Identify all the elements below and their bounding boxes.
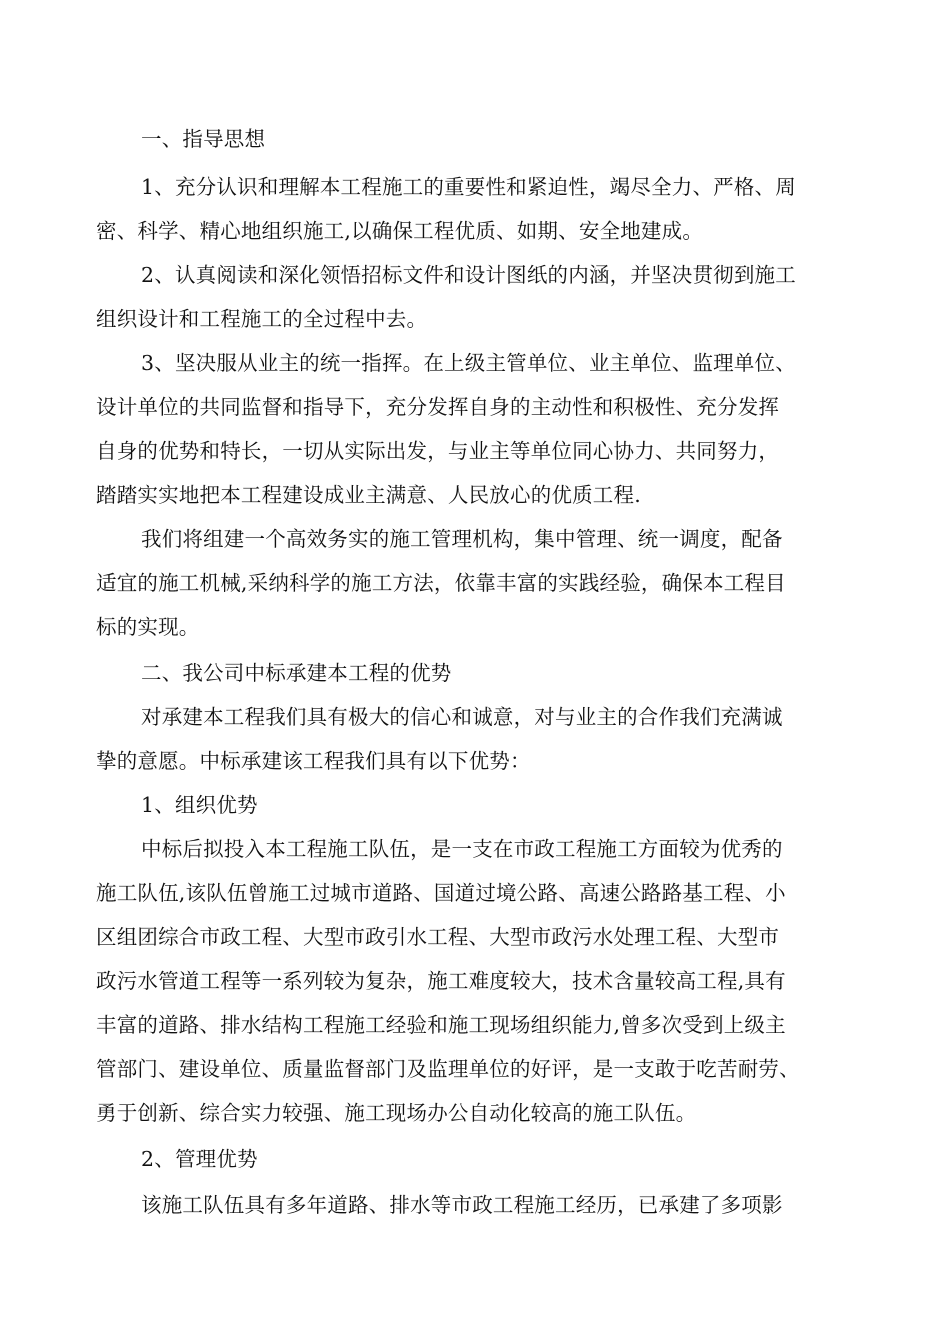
paragraph-line: 勇于创新、综合实力较强、施工现场办公自动化较高的施工队伍。 [96, 1101, 697, 1125]
paragraph-line: 1、充分认识和理解本工程施工的重要性和紧迫性，竭尽全力、严格、周 [141, 175, 796, 199]
paragraph-line: 该施工队伍具有多年道路、排水等市政工程施工经历，已承建了多项影 [141, 1193, 783, 1217]
section-heading-guiding-ideology: 一、指导思想 [141, 127, 266, 151]
paragraph-line: 2、认真阅读和深化领悟招标文件和设计图纸的内涵，并坚决贯彻到施工 [141, 263, 796, 287]
paragraph-line: 挚的意愿。中标承建该工程我们具有以下优势： [96, 749, 531, 773]
paragraph-line: 适宜的施工机械,采纳科学的施工方法，依靠丰富的实践经验，确保本工程目 [96, 571, 786, 595]
paragraph-line: 管部门、建设单位、质量监督部门及监理单位的好评，是一支敢于吃苦耐劳、 [96, 1057, 800, 1081]
paragraph-line: 施工队伍,该队伍曾施工过城市道路、国道过境公路、高速公路路基工程、小 [96, 881, 786, 905]
paragraph-line: 区组团综合市政工程、大型市政引水工程、大型市政污水处理工程、大型市 [96, 925, 780, 949]
paragraph-line: 3、坚决服从业主的统一指挥。在上级主管单位、业主单位、监理单位、 [141, 351, 796, 375]
paragraph-line: 设计单位的共同监督和指导下，充分发挥自身的主动性和积极性、充分发挥 [96, 395, 780, 419]
paragraph-line: 组织设计和工程施工的全过程中去。 [96, 307, 428, 331]
paragraph-line: 政污水管道工程等一系列较为复杂，施工难度较大，技术含量较高工程,具有 [96, 969, 786, 993]
paragraph-line: 踏踏实实地把本工程建设成业主满意、人民放心的优质工程. [96, 483, 641, 507]
paragraph-line: 我们将组建一个高效务实的施工管理机构，集中管理、统一调度，配备 [141, 527, 783, 551]
paragraph-line: 丰富的道路、排水结构工程施工经验和施工现场组织能力,曾多次受到上级主 [96, 1013, 786, 1037]
paragraph-line: 自身的优势和特长，一切从实际出发，与业主等单位同心协力、共同努力， [96, 439, 780, 463]
paragraph-line: 密、科学、精心地组织施工,以确保工程优质、如期、安全地建成。 [96, 219, 704, 243]
paragraph-line: 标的实现。 [96, 615, 200, 639]
paragraph-line: 中标后拟投入本工程施工队伍，是一支在市政工程施工方面较为优秀的 [141, 837, 783, 861]
paragraph-line: 对承建本工程我们具有极大的信心和诚意，对与业主的合作我们充满诚 [141, 705, 783, 729]
section-heading-bid-advantages: 二、我公司中标承建本工程的优势 [141, 661, 452, 685]
subheading-organization-advantage: 1、组织优势 [141, 793, 258, 817]
subheading-management-advantage: 2、管理优势 [141, 1147, 258, 1171]
